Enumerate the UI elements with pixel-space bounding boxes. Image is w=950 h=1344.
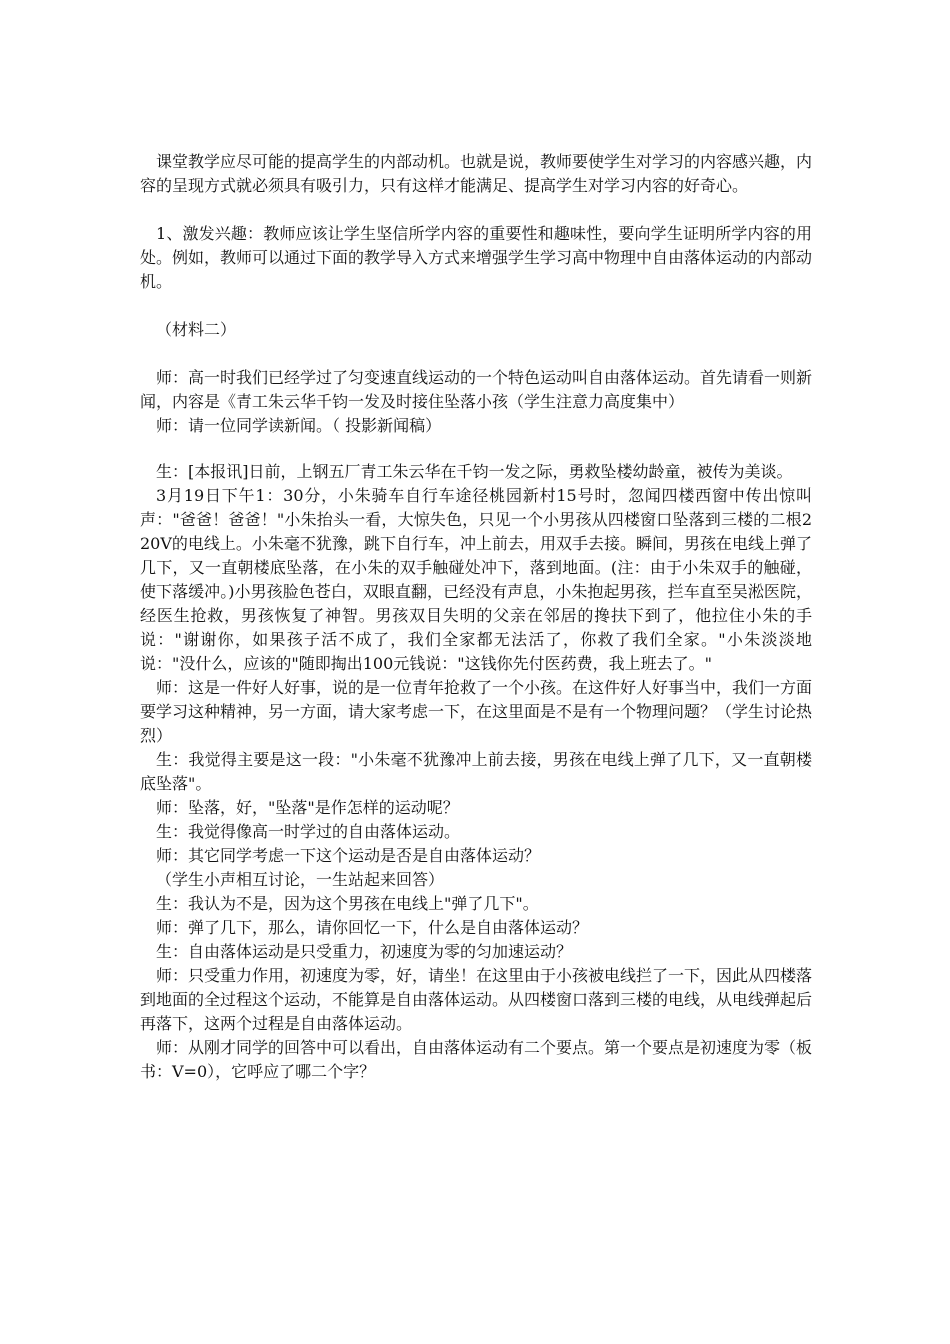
paragraph-gap — [140, 438, 812, 460]
paragraph-news-body: 3月19日下午1：30分，小朱骑车自行车途径桃园新村15号时，忽闻四楼西窗中传出惊叫声："爸爸！爸爸！"小朱抬头一看，大惊失色，只见一个小男孩从四楼窗口坠落到三楼的二根220V的电线上。小朱毫不犹豫，跳下自行车，冲上前去，用双手去接。瞬间，男孩在电线上弹了几下，又一直朝楼底坠落，在小朱的双手触碰处冲下，落到地面。(注：由于小朱双手的触碰，使下落缓冲。)小男孩脸色苍白，双眼直翻，已经没有声息，小朱抱起男孩，拦车直至吴淞医院，经医生抢救，男孩恢复了神智。男孩双目失明的父亲在邻居的搀扶下到了，他拉住小朱的手说："谢谢你，如果孩子活不成了，我们全家都无法活了，你救了我们全家。"小朱淡淡地说："没什么，应该的"随即掏出100元钱说："这钱你先付医药费，我上班去了。" — [140, 486, 812, 673]
document-page — [140, 150, 812, 1084]
paragraph-dialogue: 师：只受重力作用，初速度为零，好，请坐！在这里由于小孩被电线拦了一下，因此从四楼落到地面的全过程这个运动，不能算是自由落体运动。从四楼窗口落到三楼的电线，从电线弹起后再落下，这两个过程是自由落体运动。 — [140, 966, 813, 1033]
paragraph-dialogue: 师：弹了几下，那么，请你回忆一下，什么是自由落体运动？ — [156, 918, 589, 937]
paragraph-dialogue: 师：这是一件好人好事，说的是一位青年抢救了一个小孩。在这件好人好事当中，我们一方面要学习这种精神，另一方面，请大家考虑一下，在这里面是不是有一个物理问题？（学生讨论热烈） — [140, 678, 813, 745]
paragraph-dialogue: 师：从刚才同学的回答中可以看出，自由落体运动有二个要点。第一个要点是初速度为零（板书：V=0），它呼应了哪二个字？ — [140, 1038, 813, 1081]
paragraph-teacher-read: 师：请一位同学读新闻。（ 投影新闻稿） — [156, 416, 442, 435]
paragraph-gap — [140, 198, 812, 222]
paragraph-dialogue: 师：坠落，好，"坠落"是作怎样的运动呢？ — [156, 798, 459, 817]
paragraph-interest: 1、激发兴趣：教师应该让学生坚信所学内容的重要性和趣味性，要向学生证明所学内容的用处。例如，教师可以通过下面的教学导入方式来增强学生学习高中物理中自由落体运动的内部动机。 — [140, 224, 813, 291]
paragraph-dialogue: 生：自由落体运动是只受重力，初速度为零的匀加速运动？ — [156, 942, 573, 961]
paragraph-gap — [140, 342, 812, 366]
paragraph-dialogue: 师：其它同学考虑一下这个运动是否是自由落体运动？ — [156, 846, 541, 865]
paragraph-dialogue: 生：我认为不是，因为这个男孩在电线上"弹了几下"。 — [156, 894, 539, 913]
paragraph-news-lead: 生：[本报讯]日前，上钢五厂青工朱云华在千钧一发之际，勇救坠楼幼龄童，被传为美谈。 — [156, 462, 793, 481]
paragraph-gap — [140, 294, 812, 318]
paragraph-dialogue: 生：我觉得像高一时学过的自由落体运动。 — [156, 822, 461, 841]
paragraph-dialogue: （学生小声相互讨论，一生站起来回答） — [156, 870, 445, 889]
paragraph-intro: 课堂教学应尽可能的提高学生的内部动机。也就是说，教师要使学生对学习的内容感兴趣，内容的呈现方式就必须具有吸引力，只有这样才能满足、提高学生对学习内容的好奇心。 — [140, 152, 813, 195]
paragraph-teacher-intro: 师：高一时我们已经学过了匀变速直线运动的一个特色运动叫自由落体运动。首先请看一则新闻，内容是《青工朱云华千钧一发及时接住坠落小孩（学生注意力高度集中） — [140, 368, 813, 411]
paragraph-material-label: （材料二） — [156, 320, 237, 339]
paragraph-dialogue: 生：我觉得主要是这一段："小朱毫不犹豫冲上前去接，男孩在电线上弹了几下，又一直朝楼底坠落"。 — [140, 750, 812, 793]
